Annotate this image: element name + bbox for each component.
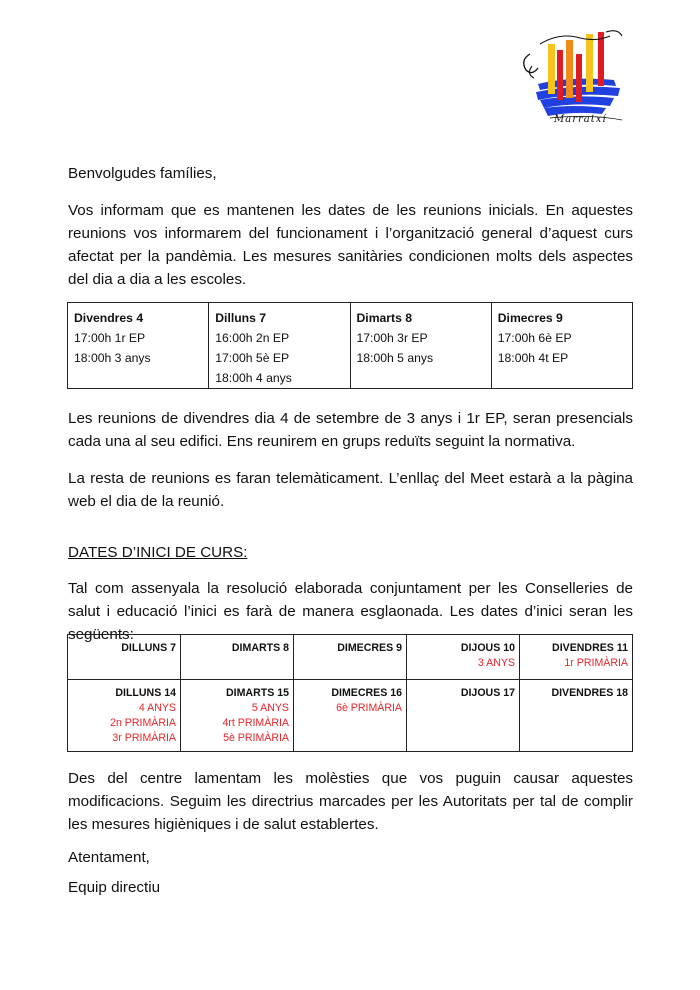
start-day: DIMARTS 15: [226, 687, 289, 699]
online-paragraph: La resta de reunions es faran telemàticament. L’enllaç del Meet estarà a la pàgina web el dia de la reunió.: [68, 470, 633, 510]
start-day: DIJOUS 10: [460, 642, 515, 654]
meeting-cell: [209, 303, 350, 389]
start-level: 5 ANYS: [251, 702, 289, 714]
start-level: 4 ANYS: [138, 702, 176, 714]
start-date-cell: [181, 635, 294, 680]
meeting-time: 18:00h 4t EP: [497, 351, 569, 365]
school-logo: [510, 14, 630, 136]
meeting-day: Dimecres 9: [497, 311, 563, 325]
start-day: DIMECRES 9: [337, 642, 402, 654]
meeting-time: 16:00h 2n EP: [215, 331, 290, 345]
start-date-cell: [520, 635, 633, 680]
start-day: DILLUNS 14: [115, 687, 176, 699]
meeting-day: Dilluns 7: [215, 311, 267, 325]
start-level: 3 ANYS: [477, 657, 515, 669]
meeting-time: 17:00h 1r EP: [74, 331, 146, 345]
start-level: 2n PRIMÀRIA: [110, 717, 176, 729]
start-date-cell: [68, 635, 181, 680]
school-logo-town: Marratxí: [554, 114, 607, 125]
meeting-cell: [491, 303, 632, 389]
start-intro-paragraph: Tal com assenyala la resolució elaborada conjuntament per les Conselleries de salut i educació l’inici es farà de manera esglaonada. Les dates d’inici seran les següents:: [68, 580, 633, 643]
start-day: DIVENDRES 18: [551, 687, 628, 699]
start-date-cell: [294, 680, 407, 752]
meetings-table: [67, 302, 633, 389]
start-date-cell: [520, 680, 633, 752]
start-level: 1r PRIMÀRIA: [564, 657, 628, 669]
greeting: Benvolgudes famílies,: [68, 165, 217, 182]
start-date-cell: [294, 635, 407, 680]
start-day: DIVENDRES 11: [552, 642, 628, 654]
meeting-time: 18:00h 4 anys: [215, 371, 292, 385]
start-date-cell: [407, 635, 520, 680]
start-day: DIMARTS 8: [231, 642, 289, 654]
start-date-cell: [181, 680, 294, 752]
start-day: DIMECRES 16: [331, 687, 402, 699]
apology-paragraph: Des del centre lamentam les molèsties que vos puguin causar aquestes modificacions. Seguim les directrius marcades per les Autoritats per tal de complir les mesures higièniques i de salut establertes.: [68, 770, 633, 833]
meeting-cell: [350, 303, 491, 389]
meeting-time: 18:00h 5 anys: [356, 351, 434, 365]
meeting-time: 17:00h 5è EP: [215, 351, 290, 365]
meeting-time: 17:00h 3r EP: [356, 331, 428, 345]
closing: Atentament,: [68, 849, 150, 866]
presential-paragraph: Les reunions de divendres dia 4 de setembre de 3 anys i 1r EP, seran presencials cada una al seu edifici. Ens reunirem en grups reduïts seguint la normativa.: [68, 410, 633, 450]
meeting-time: 17:00h 6è EP: [497, 331, 572, 345]
meeting-day: Divendres 4: [74, 311, 144, 325]
start-level: 4rt PRIMÀRIA: [222, 717, 289, 729]
start-day: DILLUNS 7: [121, 642, 176, 654]
start-date-cell: [407, 680, 520, 752]
start-dates-heading: DATES D’INICI DE CURS:: [68, 544, 248, 561]
meeting-cell: [68, 303, 209, 389]
start-date-cell: [68, 680, 181, 752]
signature: Equip directiu: [68, 879, 161, 896]
start-level: 5è PRIMÀRIA: [223, 732, 289, 744]
meeting-day: Dimarts 8: [356, 311, 413, 325]
meeting-time: 18:00h 3 anys: [74, 351, 151, 365]
start-level: 6è PRIMÀRIA: [336, 702, 402, 714]
start-dates-table: [67, 634, 633, 752]
start-day: DIJOUS 17: [460, 687, 515, 699]
start-level: 3r PRIMÀRIA: [112, 732, 176, 744]
intro-paragraph: Vos informam que es mantenen les dates de les reunions inicials. En aquestes reunions vos informarem del funcionament i l’organització general d’aquest curs afectat per la pandèmia. Les mesures sanitàries condicionen molts dels aspectes del dia a dia a les escoles.: [68, 202, 633, 288]
